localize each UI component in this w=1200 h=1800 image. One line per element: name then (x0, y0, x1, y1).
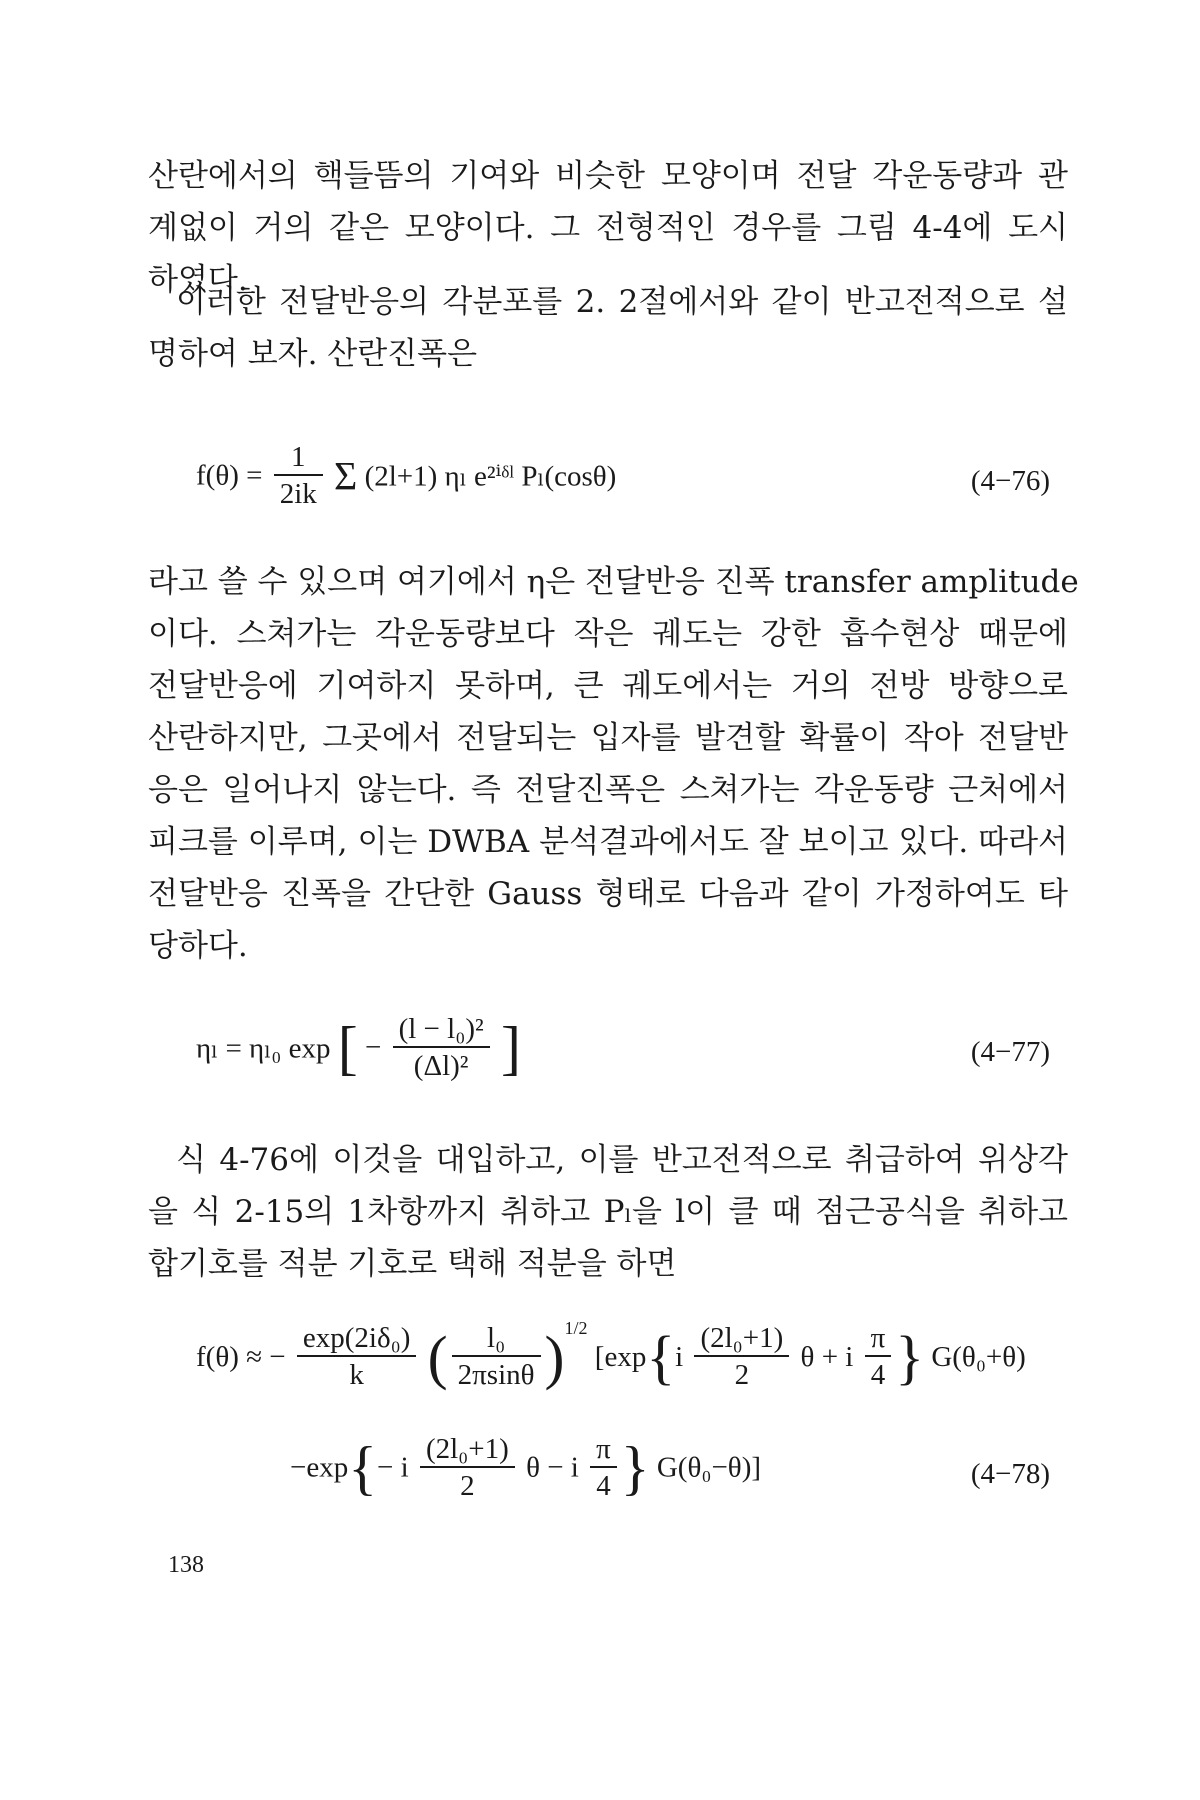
eq78-fraction-pi-2 (590, 1432, 617, 1504)
text-line: 합기호를 적분 기호로 택해 적분을 하면 (148, 1246, 677, 1282)
equation-4-78-line-2 (290, 1432, 761, 1504)
eq78-lhs: f(θ) ≈ − (196, 1340, 286, 1373)
text-line: 응은 일어나지 않는다. 즉 전달진폭은 스쳐가는 각운동량 근처에서 (148, 772, 1068, 808)
eq78-theta-minus-i: θ − i (526, 1451, 579, 1484)
eq78-pi: π (590, 1432, 617, 1468)
equation-number-4-77: (4−77) (970, 1036, 1050, 1068)
right-paren: ) (544, 1324, 565, 1391)
eq78-minus-i: − i (377, 1451, 409, 1484)
equation-4-76 (196, 440, 616, 512)
eq77-frac-den: (Δl)² (413, 1050, 469, 1082)
text-line: 하였다. (148, 262, 248, 298)
text-line: 산란에서의 핵들뜸의 기여와 비슷한 모양이며 전달 각운동량과 관 (148, 158, 1068, 194)
right-brace: } (620, 1435, 650, 1501)
eq78-f2-num: l₀ (452, 1321, 541, 1357)
eq76-lhs: f(θ) = (196, 459, 263, 492)
text-line: 을 식 2-15의 1차항까지 취하고 Pₗ을 l이 클 때 점근공식을 취하고 (148, 1194, 1068, 1230)
text-line: 산란하지만, 그곳에서 전달되는 입자를 발견할 확률이 작아 전달반 (148, 720, 1068, 756)
left-brace: { (348, 1435, 378, 1501)
eq78-theta-plus-i: θ + i (800, 1340, 854, 1373)
right-bracket: ] (500, 1015, 521, 1081)
eq77-fraction (393, 1012, 490, 1084)
paragraph-4 (148, 1134, 1068, 1290)
eq76-fraction (274, 440, 323, 512)
eq78-four: 4 (870, 1359, 886, 1392)
eq78-power: 1/2 (564, 1318, 588, 1338)
text-line: 전달반응 진폭을 간단한 Gauss 형태로 다음과 같이 가정하여도 타 (148, 876, 1068, 912)
minus-sign: − (364, 1031, 382, 1064)
equation-number-4-78: (4−78) (970, 1458, 1050, 1490)
left-brace: { (646, 1324, 676, 1391)
text-line: 이러한 전달반응의 각분포를 2. 2절에서와 같이 반고전적으로 설 (176, 284, 1068, 320)
eq78-fraction-1 (297, 1321, 417, 1393)
eq76-frac-den: 2ik (279, 478, 317, 510)
eq77-lhs: ηₗ = ηₗ₀ exp (196, 1032, 331, 1065)
text-line: 계없이 거의 같은 모양이다. 그 전형적인 경우를 그림 4-4에 도시 (148, 210, 1068, 246)
eq77-frac-num: (l − l₀)² (393, 1012, 490, 1048)
eq78-fraction-4 (420, 1432, 515, 1504)
left-paren: ( (427, 1324, 448, 1391)
eq76-rest: (2l+1) ηₗ e²ⁱᵟˡ Pₗ(cosθ) (364, 460, 617, 493)
eq78-four: 4 (596, 1470, 611, 1502)
paragraph-3 (148, 556, 1079, 972)
page-number: 138 (168, 1552, 204, 1578)
eq78-f3-num: (2l₀+1) (694, 1321, 789, 1357)
text-line: 당하다. (148, 928, 248, 964)
text-line: 피크를 이루며, 이는 DWBA 분석결과에서도 잘 보이고 있다. 따라서 (148, 824, 1068, 860)
eq78-exp-2: −exp (290, 1451, 349, 1484)
right-brace: } (895, 1324, 925, 1391)
eq78-g1: G(θ₀+θ) (931, 1340, 1026, 1373)
eq78-f2-den: 2πsinθ (457, 1359, 535, 1392)
text-line: 전달반응에 기여하지 못하며, 큰 궤도에서는 거의 전방 방향으로 (148, 668, 1068, 704)
left-bracket: [ (337, 1015, 358, 1081)
text-line: 라고 쓸 수 있으며 여기에서 η은 전달반응 진폭 transfer amplitude (148, 564, 1079, 600)
text-line: 명하여 보자. 산란진폭은 (148, 336, 478, 372)
eq78-fraction-pi (865, 1321, 892, 1393)
sum-symbol: Σ (334, 453, 358, 499)
eq76-frac-num: 1 (274, 440, 323, 476)
equation-4-78-line-1 (196, 1318, 1026, 1393)
eq78-pi: π (865, 1321, 892, 1357)
equation-4-77 (196, 1012, 521, 1084)
paragraph-2 (148, 276, 1068, 380)
eq78-f4-num: (2l₀+1) (420, 1432, 515, 1468)
eq78-g2: G(θ₀−θ)] (656, 1451, 762, 1484)
eq78-f1-den: k (349, 1359, 364, 1392)
text-line: 이다. 스쳐가는 각운동량보다 작은 궤도는 강한 흡수현상 때문에 (148, 616, 1068, 652)
text-line: 식 4-76에 이것을 대입하고, 이를 반고전적으로 취급하여 위상각 (176, 1142, 1068, 1178)
eq78-fraction-3 (694, 1321, 789, 1393)
eq78-exp-1: [exp (594, 1340, 647, 1373)
eq78-fraction-2 (452, 1321, 541, 1393)
eq78-i: i (675, 1340, 684, 1373)
equation-number-4-76: (4−76) (970, 465, 1050, 497)
eq78-f4-den: 2 (460, 1470, 475, 1502)
eq78-f3-den: 2 (734, 1359, 750, 1392)
eq78-f1-num: exp(2iδ₀) (297, 1321, 417, 1357)
